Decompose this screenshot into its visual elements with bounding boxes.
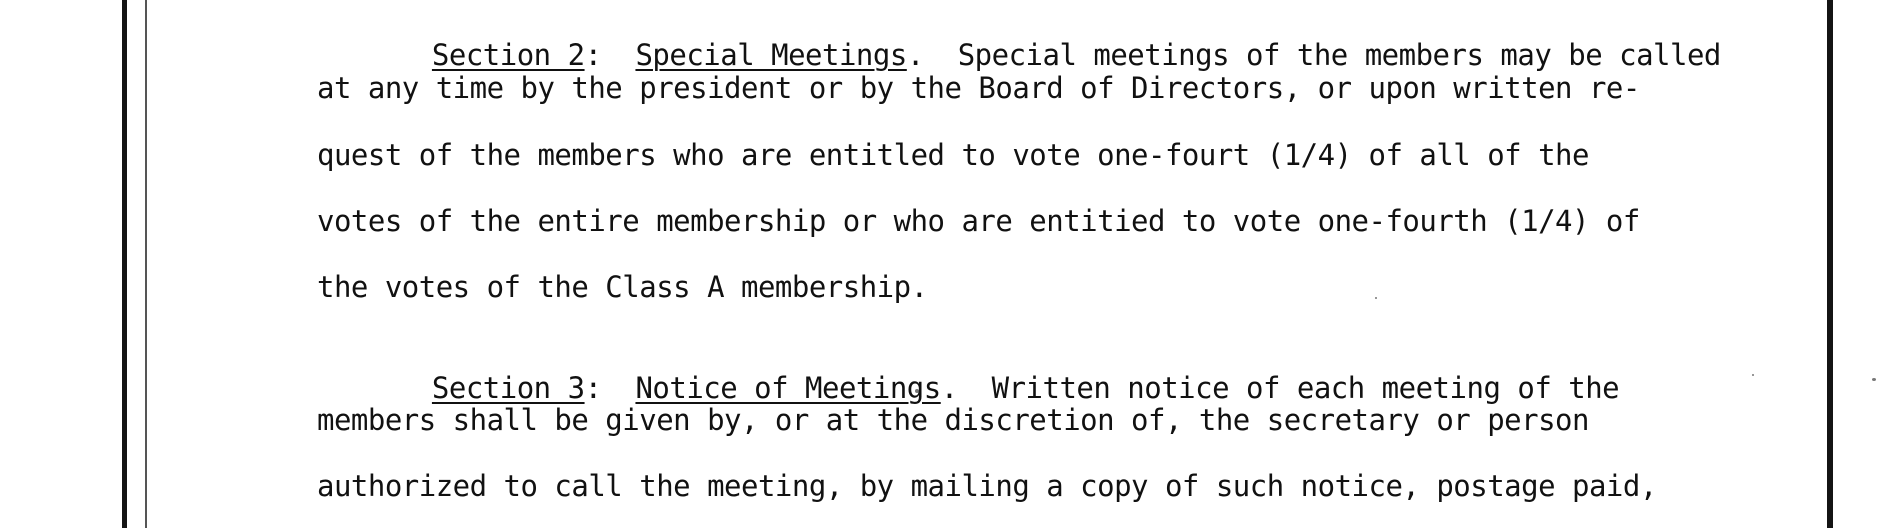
section-3-heading-line xyxy=(398,337,1619,405)
scan-speck xyxy=(1872,378,1876,381)
section-2-line-4: the votes of the Class A membership. xyxy=(317,270,928,304)
section-2-line-2: quest of the members who are entitled to vote one-fourt (1/4) of all of the xyxy=(317,138,1589,172)
right-page-border xyxy=(1827,0,1833,528)
section-2-heading-text: . Special meetings of the members may be called xyxy=(906,38,1721,72)
section-3-number: Section 3 xyxy=(431,371,585,405)
section-2-title: Special Meetings xyxy=(635,38,907,72)
section-2-separator: : xyxy=(584,38,636,72)
section-2-line-1: at any time by the president or by the Board of Directors, or upon written re- xyxy=(317,71,1640,105)
section-2-line-3: votes of the entire membership or who are entitied to vote one-fourth (1/4) of xyxy=(317,204,1640,238)
section-2-number: Section 2 xyxy=(431,38,585,72)
section-3-line-2: authorized to call the meeting, by mailing a copy of such notice, postage paid, xyxy=(317,469,1657,503)
section-3-line-1: members shall be given by, or at the discretion of, the secretary or person xyxy=(317,403,1589,437)
section-3-heading-text: . Written notice of each meeting of the xyxy=(940,371,1620,405)
section-3-separator: : xyxy=(584,371,636,405)
scan-speck xyxy=(1752,374,1754,376)
section-3-title: Notice of Meetings xyxy=(635,371,941,405)
left-inner-border xyxy=(145,0,147,528)
section-2-heading-line xyxy=(398,4,1721,72)
left-page-border xyxy=(122,0,127,528)
scan-speck xyxy=(1375,297,1377,299)
